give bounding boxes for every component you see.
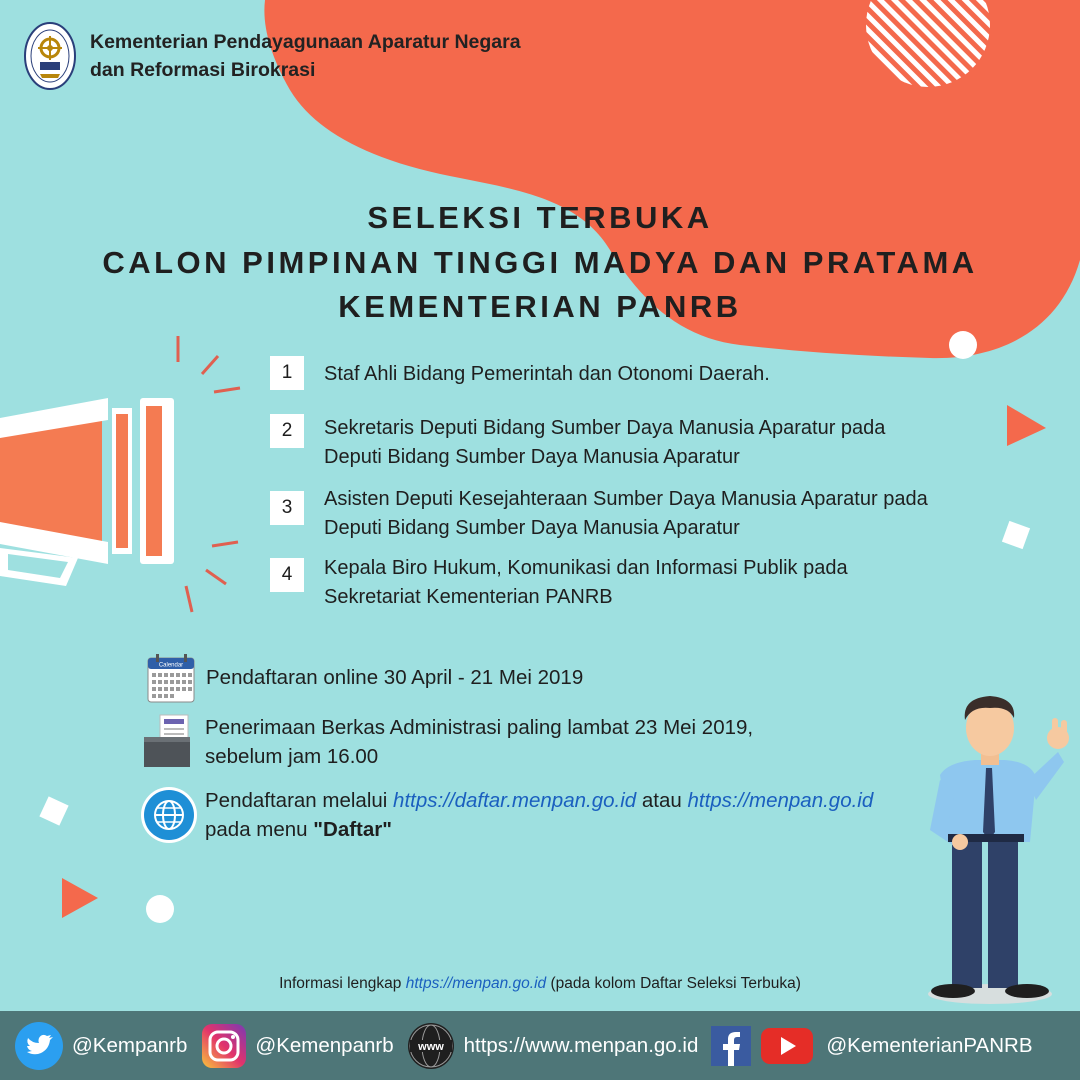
calendar-icon bbox=[146, 654, 198, 704]
megaphone-icon bbox=[0, 336, 240, 612]
position-subtitle: Deputi Bidang Sumber Daya Manusia Aparatur bbox=[324, 446, 740, 468]
registration-dates: Pendaftaran online 30 April - 21 Mei 2019 bbox=[206, 666, 584, 689]
red-triangle-right bbox=[1007, 405, 1046, 446]
via-prefix: Pendaftaran melalui bbox=[205, 789, 388, 812]
instagram-handle-text: @Kemenpanrb bbox=[255, 1033, 394, 1057]
daftar-link[interactable]: https://daftar.menpan.go.id bbox=[393, 789, 637, 812]
daftar-menu-label: "Daftar" bbox=[313, 818, 392, 841]
footer-note-prefix: Informasi lengkap bbox=[279, 975, 402, 992]
position-item bbox=[270, 356, 984, 390]
calendar-label: Calendar bbox=[158, 662, 184, 669]
title-line2: CALON PIMPINAN TINGGI MADYA DAN PRATAMA bbox=[102, 244, 978, 280]
documents-deadline-time: sebelum jam 16.00 bbox=[205, 745, 379, 768]
globe-icon bbox=[140, 786, 198, 844]
org-name-line1: Kementerian Pendayagunaan Aparatur Negara bbox=[90, 31, 521, 53]
facebook-icon bbox=[710, 1025, 752, 1067]
position-title: Sekretaris Deputi Bidang Sumber Daya Manusia Aparatur pada bbox=[324, 417, 886, 439]
title-line1: SELEKSI TERBUKA bbox=[367, 200, 713, 235]
header bbox=[24, 22, 521, 90]
page-title bbox=[0, 196, 1080, 330]
footer-note bbox=[0, 975, 1080, 993]
www-globe-icon bbox=[406, 1021, 456, 1071]
position-subtitle: Deputi Bidang Sumber Daya Manusia Aparatur bbox=[324, 517, 740, 539]
white-dot bbox=[949, 331, 977, 359]
position-item bbox=[270, 558, 984, 612]
menpan-link[interactable]: https://menpan.go.id bbox=[687, 789, 874, 812]
position-title: Kepala Biro Hukum, Komunikasi dan Informasi Publik pada bbox=[324, 557, 848, 579]
instagram-icon bbox=[201, 1023, 247, 1069]
red-triangle-left bbox=[62, 878, 98, 918]
position-number: 2 bbox=[270, 414, 304, 448]
footer-note-link[interactable]: https://menpan.go.id bbox=[405, 975, 547, 992]
ministry-emblem-icon bbox=[24, 22, 76, 90]
twitter-icon bbox=[14, 1021, 64, 1071]
title-line3: KEMENTERIAN PANRB bbox=[338, 289, 742, 324]
white-dot-left bbox=[146, 895, 174, 923]
registration-info bbox=[140, 654, 920, 704]
footer-note-suffix: (pada kolom Daftar Seleksi Terbuka) bbox=[550, 975, 801, 992]
via-middle: atau bbox=[641, 789, 682, 812]
org-name-line2: dan Reformasi Birokrasi bbox=[90, 59, 316, 81]
businessman-illustration bbox=[928, 696, 1069, 1004]
facebook-youtube-handle-text: @KementerianPANRB bbox=[826, 1033, 1033, 1057]
position-number: 4 bbox=[270, 558, 304, 592]
position-item bbox=[270, 416, 984, 472]
white-square-left bbox=[39, 796, 68, 825]
position-subtitle: Sekretariat Kementerian PANRB bbox=[324, 586, 613, 608]
white-square-right bbox=[1002, 521, 1030, 549]
website-text: https://www.menpan.go.id bbox=[463, 1033, 699, 1057]
via-menu-prefix: pada menu bbox=[205, 818, 308, 841]
position-item bbox=[270, 489, 984, 543]
instagram-handle[interactable] bbox=[201, 1023, 393, 1069]
twitter-handle-text: @Kempanrb bbox=[72, 1033, 188, 1057]
www-label: www bbox=[417, 1040, 444, 1053]
facebook-youtube-handle[interactable] bbox=[710, 1025, 1032, 1067]
documents-info bbox=[140, 713, 920, 771]
position-number: 1 bbox=[270, 356, 304, 390]
website-link[interactable] bbox=[406, 1021, 699, 1071]
twitter-handle[interactable] bbox=[14, 1021, 187, 1071]
youtube-icon bbox=[760, 1026, 814, 1066]
position-title: Asisten Deputi Kesejahteraan Sumber Daya Manusia Aparatur pada bbox=[324, 488, 928, 510]
position-title: Staf Ahli Bidang Pemerintah dan Otonomi Daerah. bbox=[324, 363, 770, 385]
position-number: 3 bbox=[270, 491, 304, 525]
registration-links-info bbox=[140, 786, 920, 844]
document-tray-icon bbox=[142, 713, 194, 769]
documents-deadline: Penerimaan Berkas Administrasi paling lambat 23 Mei 2019, bbox=[205, 716, 754, 739]
social-bar bbox=[0, 1011, 1080, 1080]
